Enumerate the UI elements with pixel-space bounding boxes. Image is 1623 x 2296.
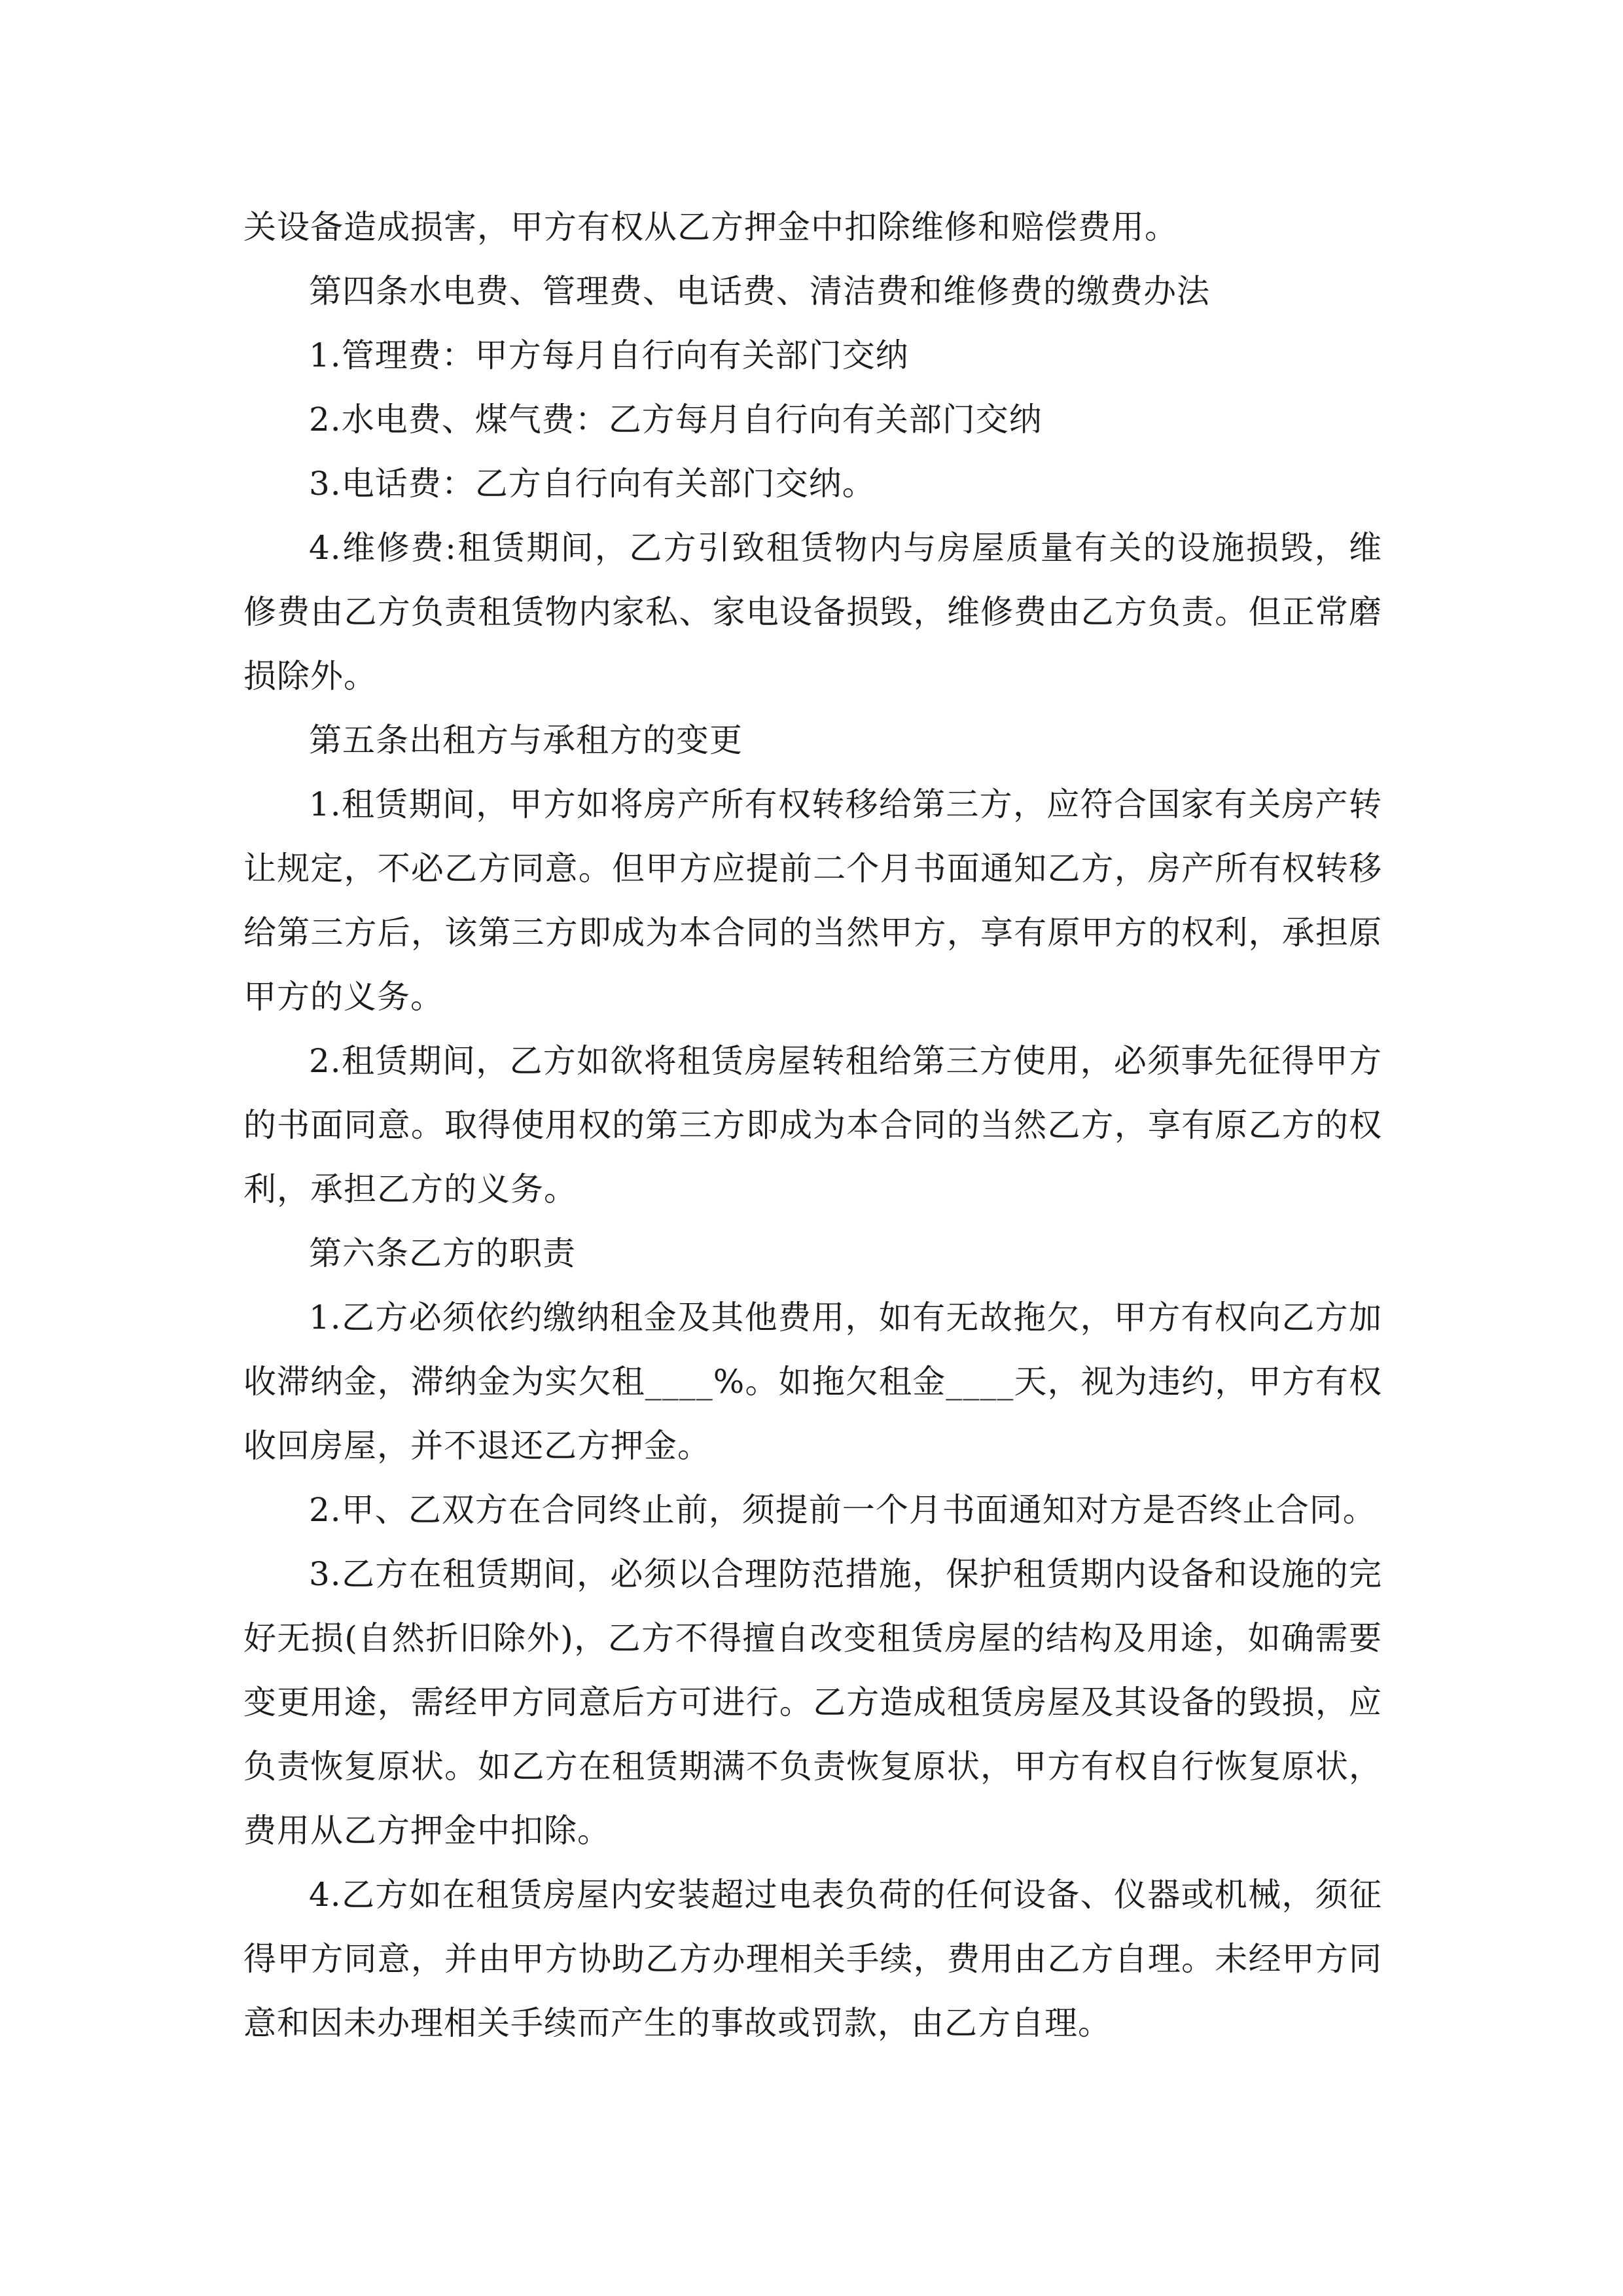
section-heading-article-5: 第五条出租方与承租方的变更 xyxy=(309,721,743,759)
paragraph: 1.乙方必须依约缴纳租金及其他费用，如有无故拖欠，甲方有权向乙方加收滞纳金，滞纳金为实欠租____%。如拖欠租金____天，视为违约，甲方有权收回房屋，并不退还乙方押金。 xyxy=(243,1299,1382,1465)
paragraph: 3.乙方在租赁期间，必须以合理防范措施，保护租赁期内设备和设施的完好无损(自然折旧除外)，乙方不得擅自改变租赁房屋的结构及用途，如确需要变更用途，需经甲方同意后方可进行。乙方造成租赁房屋及其设备的毁损，应负责恢复原状。如乙方在租赁期满不负责恢复原状，甲方有权自行恢复原状，费用从乙方押金中扣除。 xyxy=(243,1555,1382,1850)
paragraph: 2.水电费、煤气费：乙方每月自行向有关部门交纳 xyxy=(309,401,1043,439)
paragraph: 1.租赁期间，甲方如将房产所有权转移给第三方，应符合国家有关房产转让规定，不必乙方同意。但甲方应提前二个月书面通知乙方，房产所有权转移给第三方后，该第三方即成为本合同的当然甲方，享有原甲方的权利，承担原甲方的义务。 xyxy=(243,785,1382,1016)
paragraph: 4.维修费:租赁期间，乙方引致租赁物内与房屋质量有关的设施损毁，维修费由乙方负责租赁物内家私、家电设备损毁，维修费由乙方负责。但正常磨损除外。 xyxy=(243,529,1382,695)
paragraph: 1.管理费：甲方每月自行向有关部门交纳 xyxy=(309,336,909,374)
paragraph: 2.租赁期间，乙方如欲将租赁房屋转租给第三方使用，必须事先征得甲方的书面同意。取得使用权的第三方即成为本合同的当然乙方，享有原乙方的权利，承担乙方的义务。 xyxy=(243,1042,1382,1208)
paragraph: 3.电话费：乙方自行向有关部门交纳。 xyxy=(309,465,876,503)
paragraph: 2.甲、乙双方在合同终止前，须提前一个月书面通知对方是否终止合同。 xyxy=(309,1491,1376,1529)
paragraph: 关设备造成损害，甲方有权从乙方押金中扣除维修和赔偿费用。 xyxy=(243,208,1178,246)
document-body xyxy=(243,195,1382,2055)
section-heading-article-4: 第四条水电费、管理费、电话费、清洁费和维修费的缴费办法 xyxy=(309,272,1210,310)
paragraph: 4.乙方如在租赁房屋内安装超过电表负荷的任何设备、仪器或机械，须征得甲方同意，并由甲方协助乙方办理相关手续，费用由乙方自理。未经甲方同意和因未办理相关手续而产生的事故或罚款，由乙方自理。 xyxy=(243,1876,1382,2042)
section-heading-article-6: 第六条乙方的职责 xyxy=(309,1234,576,1272)
